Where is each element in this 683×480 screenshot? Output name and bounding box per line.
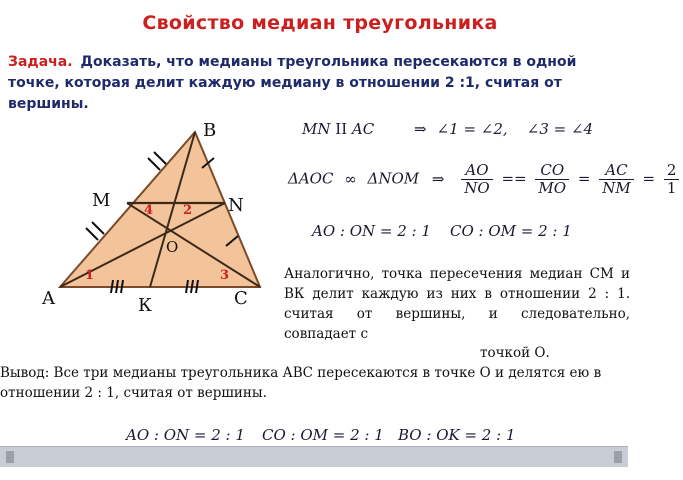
conclusion-paragraph: Вывод: Все три медианы треугольника АВС пересекаются в точке О и делятся ею в отношении 2 : 1, считая от вершины. [0, 365, 602, 401]
frac1-num: AO [461, 162, 492, 180]
formula-ratio-ao [312, 222, 431, 240]
angle-label-3: 3 [220, 268, 230, 283]
final-bo: BO : OK = 2 : 1 [398, 426, 516, 444]
tick-ab-4 [92, 222, 104, 234]
tick-ab-1 [148, 158, 160, 170]
frac2-num: CO [535, 162, 569, 180]
parallel-right: AC [351, 120, 375, 138]
formula-parallel [302, 120, 374, 138]
parallel-symbol: II [335, 120, 348, 138]
equals-2: = [577, 169, 591, 188]
final-ratio-co [262, 426, 384, 444]
label-a: A [42, 288, 55, 309]
ratio-co: CO : OM = 2 : 1 [450, 222, 572, 240]
fraction-2-1 [664, 162, 680, 197]
implies-symbol: ⇒ [414, 120, 427, 138]
formula-similar [288, 162, 683, 197]
frac2-den: MO [538, 179, 567, 197]
frac4-den: 1 [666, 179, 677, 197]
angle-label-4: 4 [144, 203, 154, 218]
fraction-ac-nm [599, 162, 633, 197]
label-m: M [92, 190, 111, 211]
tick-ab-3 [86, 228, 98, 240]
final-co: CO : OM = 2 : 1 [262, 426, 384, 444]
similar-symbol: ∞ [344, 169, 357, 188]
frac1-den: NO [464, 179, 490, 197]
label-o: O [166, 238, 179, 256]
formula-ratio-co [450, 222, 572, 240]
similar-left: ΔAOC [288, 169, 334, 188]
angle-label-1: 1 [85, 268, 95, 283]
implies-symbol-2: ⇒ [431, 169, 445, 188]
fraction-ao-no [461, 162, 492, 197]
equals-3: = [642, 169, 656, 188]
equals-1: == [501, 169, 527, 188]
final-ratio-bo [398, 426, 515, 444]
frac4-num: 2 [664, 162, 680, 180]
page-title: Свойство медиан треугольника [142, 12, 498, 34]
task-label: Задача. [8, 54, 73, 70]
bottom-scrollbar[interactable] [0, 446, 628, 467]
label-c: C [234, 288, 248, 309]
formula-angles [414, 120, 593, 138]
angle-label-2: 2 [183, 203, 193, 218]
label-n: N [228, 195, 244, 216]
final-ratio-ao [126, 426, 245, 444]
label-b: B [203, 120, 217, 141]
tick-ab-2 [154, 152, 166, 164]
frac3-num: AC [599, 162, 633, 180]
ratio-ao: AO : ON = 2 : 1 [312, 222, 431, 240]
frac3-den: NM [602, 179, 631, 197]
task-text: Доказать, что медианы треугольника пересекаются в одной точке, которая делит каждую медиану в отношении 2 :1, считая от вершины. [8, 54, 577, 112]
analogy-paragraph: Аналогично, точка пересечения медиан СМ и ВК делит каждую из них в отношении 2 : 1. считая от вершины, и следовательно, совпадает с [284, 266, 630, 342]
angles-equal: ∠1 = ∠2, ∠3 = ∠4 [436, 120, 594, 138]
final-ao: AO : ON = 2 : 1 [126, 426, 245, 444]
analogy-end: точкой О. [480, 345, 550, 361]
label-k: К [138, 295, 152, 316]
parallel-left: MN [302, 120, 331, 138]
similar-right: ΔNOM [367, 169, 420, 188]
fraction-co-mo [535, 162, 569, 197]
